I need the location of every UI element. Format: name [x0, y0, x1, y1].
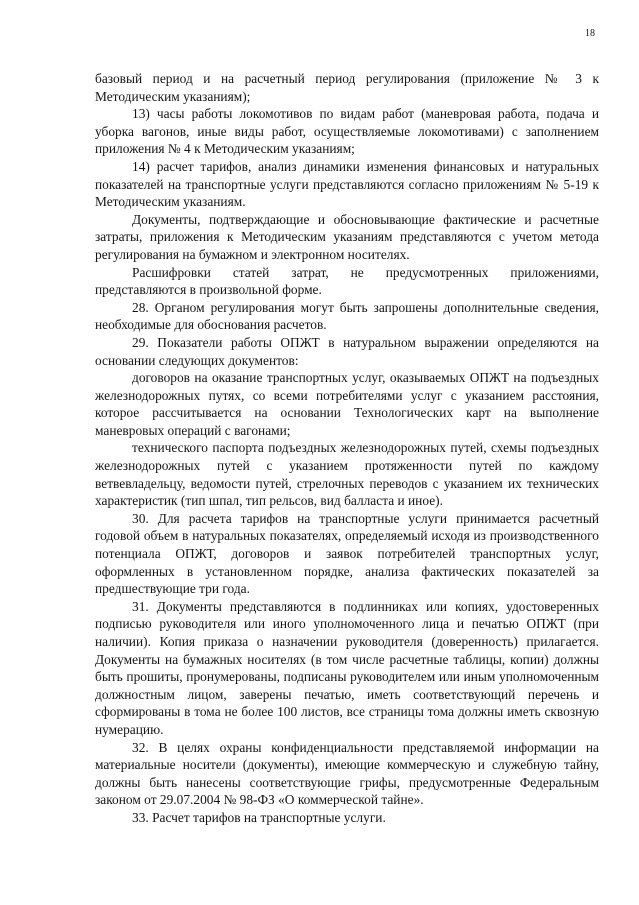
page-number: 18: [585, 28, 595, 39]
paragraph-technical-passport: технического паспорта подъездных железнодорожных путей, схемы подъездных железнодорожных путей с указанием протяженности путей по каждому ветвевладельцу, ведомости путей, стрелочных переводов с указанием их технических характеристик (тип шпал, тип рельсов, вид балласта и иное).: [95, 440, 599, 509]
paragraph-contracts: договоров на оказание транспортных услуг, оказываемых ОПЖТ на подъездных железнодорожных путях, со всеми потребителями услуг с указанием расстояния, которое рассчитывается на основании Технологических карт на выполнение маневровых операций с вагонами;: [95, 370, 599, 438]
paragraph-section-31: 31. Документы представляются в подлинниках или копиях, удостоверенных подписью руководителя или иного уполномоченного лица и печатью ОПЖТ (при наличии). Копия приказа о назначении руководителя (доверенность) прилагается. Документы на бумажных носителях (в том числе расчетные таблицы, копии) должны быть прошиты, пронумерованы, подписаны руководителем или иным уполномоченным должностным лицом, заверены печатью, иметь соответствующий перечень и сформированы в тома не более 100 листов, все страницы тома должны иметь сквозную нумерацию.: [95, 598, 599, 737]
paragraph-item-14: 14) расчет тарифов, анализ динамики изменения финансовых и натуральных показателей на транспортные услуги представляются согласно приложениям № 5-19 к Методическим указаниям.: [95, 158, 599, 210]
document-body: [95, 70, 599, 827]
paragraph-section-29: 29. Показатели работы ОПЖТ в натуральном выражении определяются на основании следующих документов:: [95, 334, 599, 368]
paragraph-section-32: 32. В целях охраны конфиденциальности представляемой информации на материальные носители (документы), имеющие коммерческую и служебную тайну, должны быть нанесены соответствующие грифы, предусмотренные Федеральным законом от 29.07.2004 № 98-ФЗ «О коммерческой тайне».: [95, 739, 599, 808]
paragraph-item-13: 13) часы работы локомотивов по видам работ (маневровая работа, подача и уборка вагонов, иные виды работ, осуществляемые локомотивами) с заполнением приложения № 4 к Методическим указаниям;: [95, 106, 599, 157]
paragraph-section-28: 28. Органом регулирования могут быть запрошены дополнительные сведения, необходимые для обоснования расчетов.: [95, 299, 599, 333]
paragraph-supporting-documents: Документы, подтверждающие и обосновывающие фактические и расчетные затраты, приложения к Методическим указаниям представляются с учетом метода регулирования на бумажном и электронном носителях.: [95, 211, 599, 262]
paragraph-section-33: 33. Расчет тарифов на транспортные услуги.: [132, 809, 386, 825]
paragraph-base-period: базовый период и на расчетный период регулирования (приложение № 3 к Методическим указаниям);: [95, 71, 599, 104]
paragraph-cost-breakdown: Расшифровки статей затрат, не предусмотренных приложениями, представляются в произвольной форме.: [95, 264, 599, 298]
paragraph-section-30: 30. Для расчета тарифов на транспортные услуги принимается расчетный годовой объем в натуральных показателях, определяемый исходя из производственного потенциала ОПЖТ, договоров и заявок потребителей транспортных услуг, оформленных в установленном порядке, анализа фактических показателей за предшествующие три года.: [95, 510, 599, 597]
